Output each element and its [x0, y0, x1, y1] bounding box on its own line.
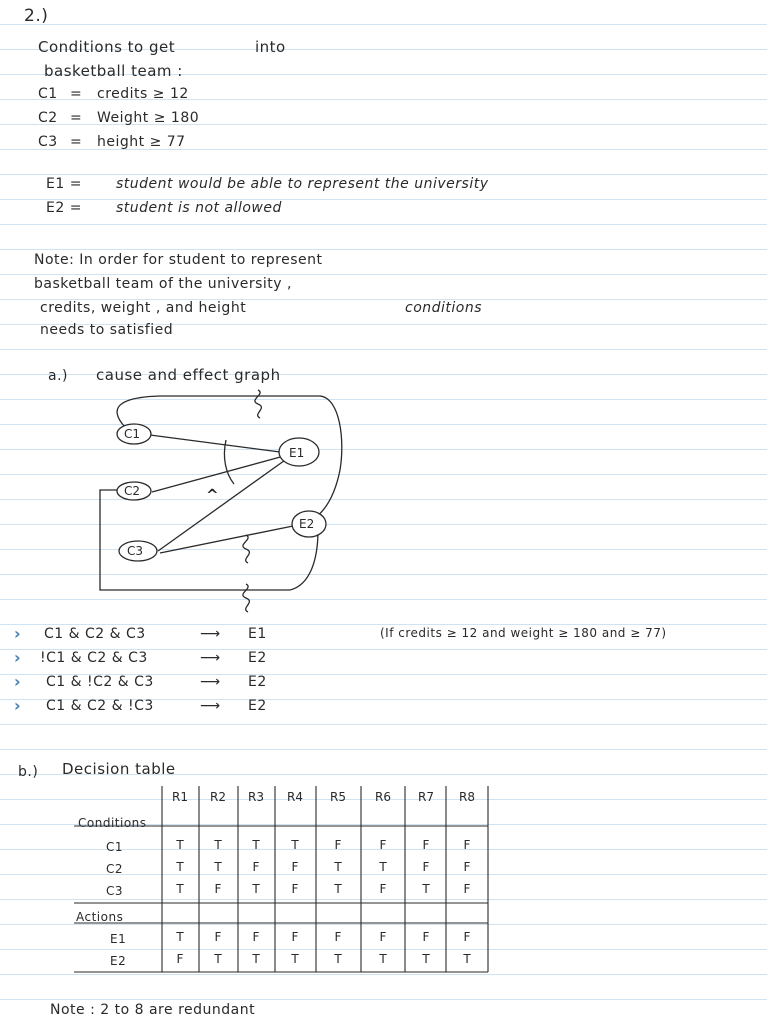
row-label-c3: C3 [106, 884, 124, 898]
condition-c1-id: C1 [38, 86, 58, 102]
condition-c3-eq: = [70, 134, 83, 150]
table-cell: T [214, 860, 222, 874]
condition-c1-text: credits ≥ 12 [97, 86, 189, 102]
rule-4-rhs: E2 [248, 698, 267, 714]
node-c2-label: C2 [124, 484, 141, 498]
rule-marker-icon: › [14, 624, 21, 643]
table-cell: T [176, 838, 184, 852]
node-e1-label: E1 [289, 446, 305, 460]
table-cell: F [252, 860, 260, 874]
table-col-header: R8 [459, 790, 475, 804]
table-cell: F [379, 838, 387, 852]
note-line-1: Note: In order for student to represent [34, 252, 323, 268]
table-cell: T [176, 930, 184, 944]
table-cell: F [463, 860, 471, 874]
row-label-c2: C2 [106, 862, 124, 876]
table-cell: T [379, 952, 387, 966]
table-cell: F [176, 952, 184, 966]
table-col-header: R7 [418, 790, 434, 804]
footer-note: Note : 2 to 8 are redundant [50, 1002, 256, 1018]
conditions-header: Conditions [78, 816, 147, 830]
conditions-subtitle: basketball team : [44, 62, 183, 80]
table-col-header: R6 [375, 790, 391, 804]
part-a-label: a.) [48, 368, 68, 384]
rule-1-lhs: C1 & C2 & C3 [44, 626, 146, 642]
part-b-label: b.) [18, 764, 39, 780]
table-col-header: R1 [172, 790, 188, 804]
note-line-3-tail: conditions [405, 300, 483, 316]
table-cell: T [463, 952, 471, 966]
part-a-title: cause and effect graph [96, 366, 281, 384]
rule-marker-icon: › [14, 672, 21, 691]
table-cell: T [252, 952, 260, 966]
table-cell: F [291, 882, 299, 896]
condition-c2-eq: = [70, 110, 83, 126]
rule-2-lhs: !C1 & C2 & C3 [40, 650, 148, 666]
table-cell: F [334, 838, 342, 852]
table-cell: F [291, 930, 299, 944]
table-col-header: R4 [287, 790, 303, 804]
table-cell: T [252, 838, 260, 852]
part-b-title: Decision table [62, 760, 176, 778]
effect-e2-text: student is not allowed [116, 200, 282, 216]
table-cell: F [463, 930, 471, 944]
table-cell: F [334, 930, 342, 944]
rule-marker-icon: › [14, 648, 21, 667]
table-cell: T [334, 882, 342, 896]
table-cell: T [214, 838, 222, 852]
table-col-header: R3 [248, 790, 264, 804]
rule-arrow-icon: ⟶ [200, 674, 221, 690]
problem-number: 2.) [24, 6, 49, 26]
table-cell: F [379, 882, 387, 896]
table-cell: F [422, 930, 430, 944]
table-col-header: R2 [210, 790, 226, 804]
node-c1-label: C1 [124, 427, 141, 441]
rule-arrow-icon: ⟶ [200, 626, 221, 642]
table-cell: F [252, 930, 260, 944]
row-label-e2: E2 [110, 954, 127, 968]
node-c3-label: C3 [127, 544, 144, 558]
table-cell: T [334, 952, 342, 966]
node-e2-label: E2 [299, 517, 315, 531]
rule-marker-icon: › [14, 696, 21, 715]
note-line-4: needs to satisfied [40, 322, 174, 338]
effect-e2-label: E2 = [46, 200, 82, 216]
actions-header: Actions [76, 910, 124, 924]
table-cell: T [176, 882, 184, 896]
effect-e1-label: E1 = [46, 176, 82, 192]
note-line-3: credits, weight , and height [40, 300, 247, 316]
note-line-2: basketball team of the university , [34, 276, 292, 292]
condition-c2-text: Weight ≥ 180 [97, 110, 200, 126]
table-cell: F [422, 860, 430, 874]
table-cell: T [334, 860, 342, 874]
table-cell: T [422, 952, 430, 966]
rule-4-lhs: C1 & C2 & !C3 [46, 698, 154, 714]
table-cell: F [379, 930, 387, 944]
table-cell: T [252, 882, 260, 896]
table-cell: F [291, 860, 299, 874]
table-cell: T [291, 952, 299, 966]
effect-e1-text: student would be able to represent the university [116, 176, 489, 192]
rule-note: (If credits ≥ 12 and weight ≥ 180 and ≥ 77) [380, 626, 667, 640]
table-cell: T [214, 952, 222, 966]
condition-c2-id: C2 [38, 110, 58, 126]
condition-c3-id: C3 [38, 134, 58, 150]
table-cell: F [214, 930, 222, 944]
table-cell: T [422, 882, 430, 896]
rule-2-rhs: E2 [248, 650, 267, 666]
table-cell: F [463, 882, 471, 896]
conditions-title: Conditions to get [38, 38, 176, 56]
rule-arrow-icon: ⟶ [200, 698, 221, 714]
table-cell: T [291, 838, 299, 852]
rule-3-lhs: C1 & !C2 & C3 [46, 674, 154, 690]
table-cell: T [176, 860, 184, 874]
table-cell: F [463, 838, 471, 852]
table-cell: T [379, 860, 387, 874]
row-label-c1: C1 [106, 840, 124, 854]
condition-c3-text: height ≥ 77 [97, 134, 186, 150]
table-cell: F [422, 838, 430, 852]
row-label-e1: E1 [110, 932, 127, 946]
table-cell: F [214, 882, 222, 896]
condition-c1-eq: = [70, 86, 83, 102]
table-col-header: R5 [330, 790, 346, 804]
rule-1-rhs: E1 [248, 626, 267, 642]
and-symbol: ^ [206, 486, 219, 504]
rule-3-rhs: E2 [248, 674, 267, 690]
rule-arrow-icon: ⟶ [200, 650, 221, 666]
conditions-title-tail: into [255, 38, 286, 56]
